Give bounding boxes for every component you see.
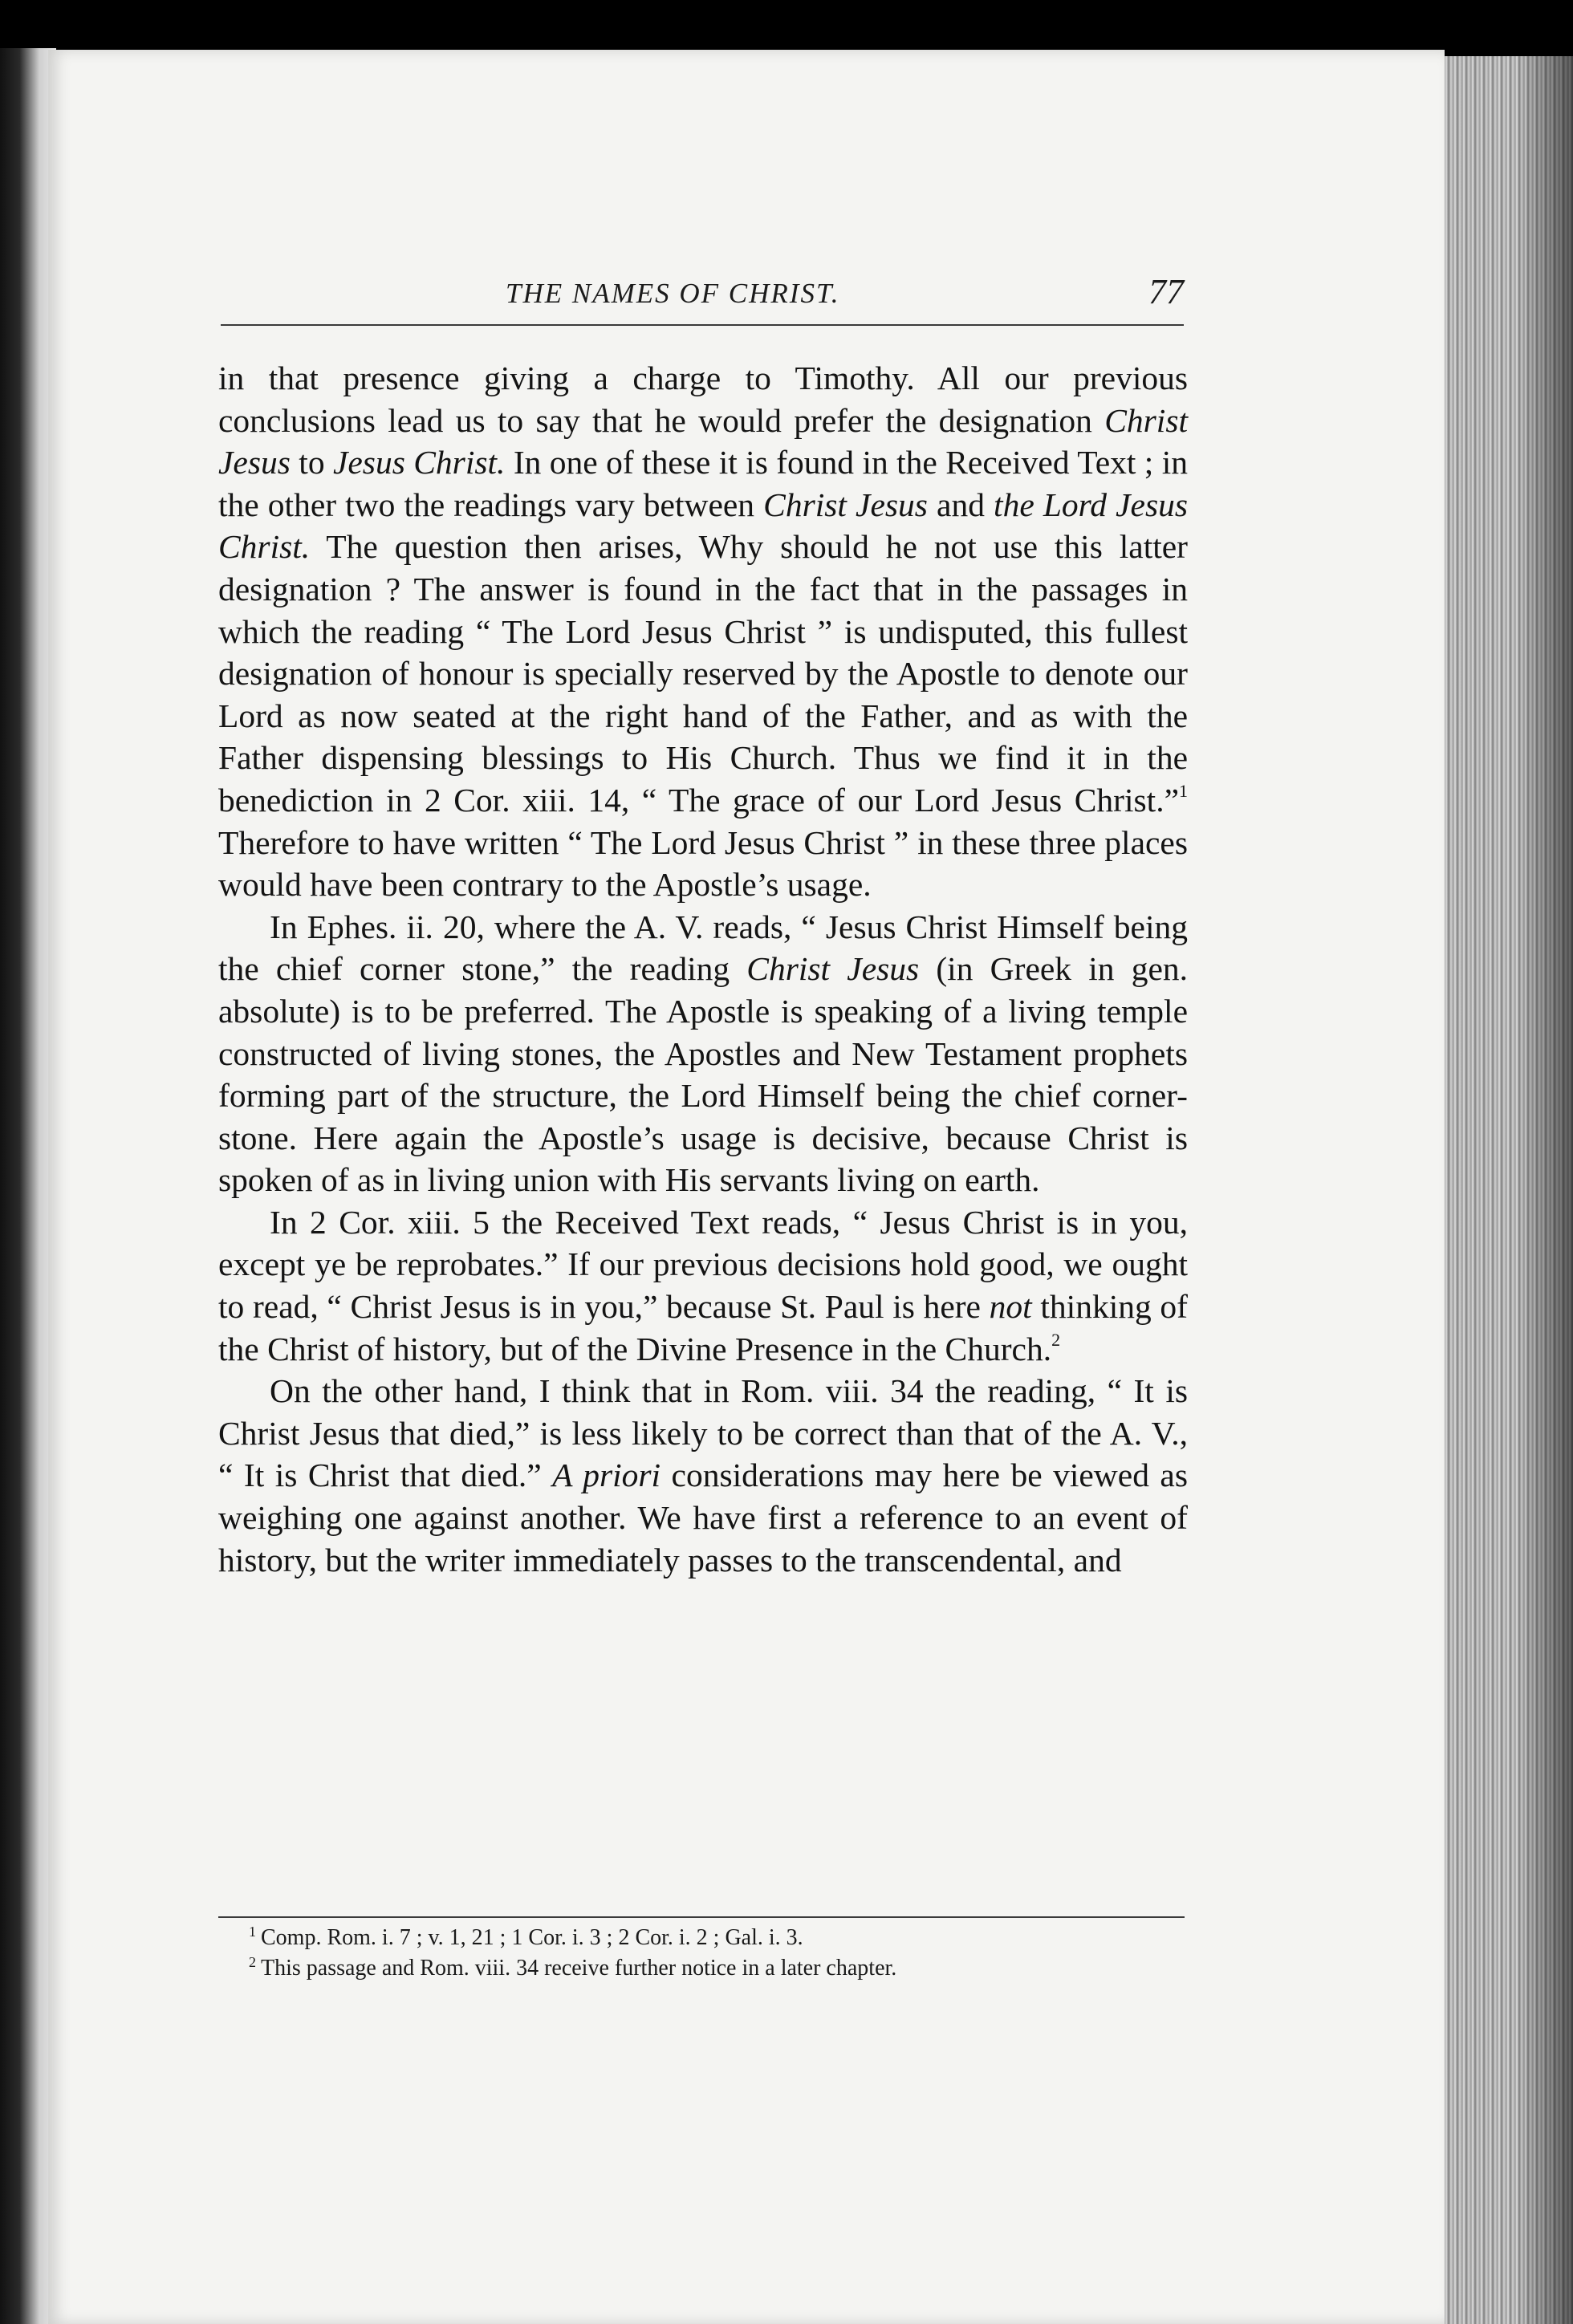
footnote-ref-2: 2 bbox=[1051, 1329, 1061, 1350]
page-number: 77 bbox=[1148, 272, 1184, 311]
footnote-1: $^1$ Comp. Rom. i. 7 ; v. 1, 21 ; 1 Cor. i. 3 ; 2 Cor. i. 2 ; Gal. i. 3. bbox=[249, 1924, 803, 1950]
paragraph-1: in that presence giving a charge to Timothy. All our previous conclusions lead us to say that he would prefer the designation Christ Jesus to Jesus Christ. In one of these it is found in the Received Text ; in the other two the readings vary between Christ Jesus and the Lord Jesus Christ. The question then arises, Why should he not use this latter designation ? The answer is found in the fact that in the passages in which the reading “ The Lord Jesus Christ ” is undisputed, this fullest designation of honour is specially reserved by the Apostle to denote our Lord as now seated at the right hand of the Father, and as with the Father dispensing blessings to His Church. Thus we find it in the benediction in 2 Cor. xiii. 14, “ The grace of our Lord Jesus Christ.”$^1$ Therefore to have written “ The Lord Jesus Christ ” in these three places would have been contrary to the Apostle’s usage. bbox=[218, 360, 1189, 904]
paragraph-2: In Ephes. ii. 20, where the A. V. reads, “ Jesus Christ Himself being the chief corner stone,” the reading Christ Jesus (in Greek in gen. absolute) is to be preferred. The Apostle is speaking of a living temple constructed of living stones, the Apostles and New Testament prophets forming part of the structure, the Lord Himself being the chief corner-stone. Here again the Apostle’s usage is decisive, because Christ is spoken of as in living union with His servants living on earth. bbox=[218, 908, 1188, 1199]
body-text bbox=[218, 357, 1188, 1581]
header-rule bbox=[221, 324, 1184, 326]
running-head bbox=[221, 271, 1184, 327]
paragraph-3: In 2 Cor. xiii. 5 the Received Text reads, “ Jesus Christ is in you, except ye be reprobates.” If our previous decisions hold good, we ought to read, “ Christ Jesus is in you,” because St. Paul is here not thinking of the Christ of history, but of the Divine Presence in the Church.$^2$ bbox=[218, 1203, 1188, 1367]
footnote-ref-1: 1 bbox=[1179, 780, 1188, 801]
footnotes bbox=[249, 1923, 1180, 1984]
page-edges-shadow bbox=[1517, 56, 1573, 2324]
footnote-rule bbox=[218, 1916, 1185, 1918]
footnote-2: $^2$ This passage and Rom. viii. 34 receive further notice in a later chapter. bbox=[249, 1954, 897, 1981]
paragraph-4: On the other hand, I think that in Rom. viii. 34 the reading, “ It is Christ Jesus that died,” is less likely to be correct than that of the A. V., “ It is Christ that died.” A priori considerations may here be viewed as weighing one against another. We have first a reference to an event of history, but the writer immediately passes to the transcendental, and bbox=[218, 1372, 1188, 1578]
running-title: THE NAMES OF CHRIST. bbox=[506, 278, 840, 309]
